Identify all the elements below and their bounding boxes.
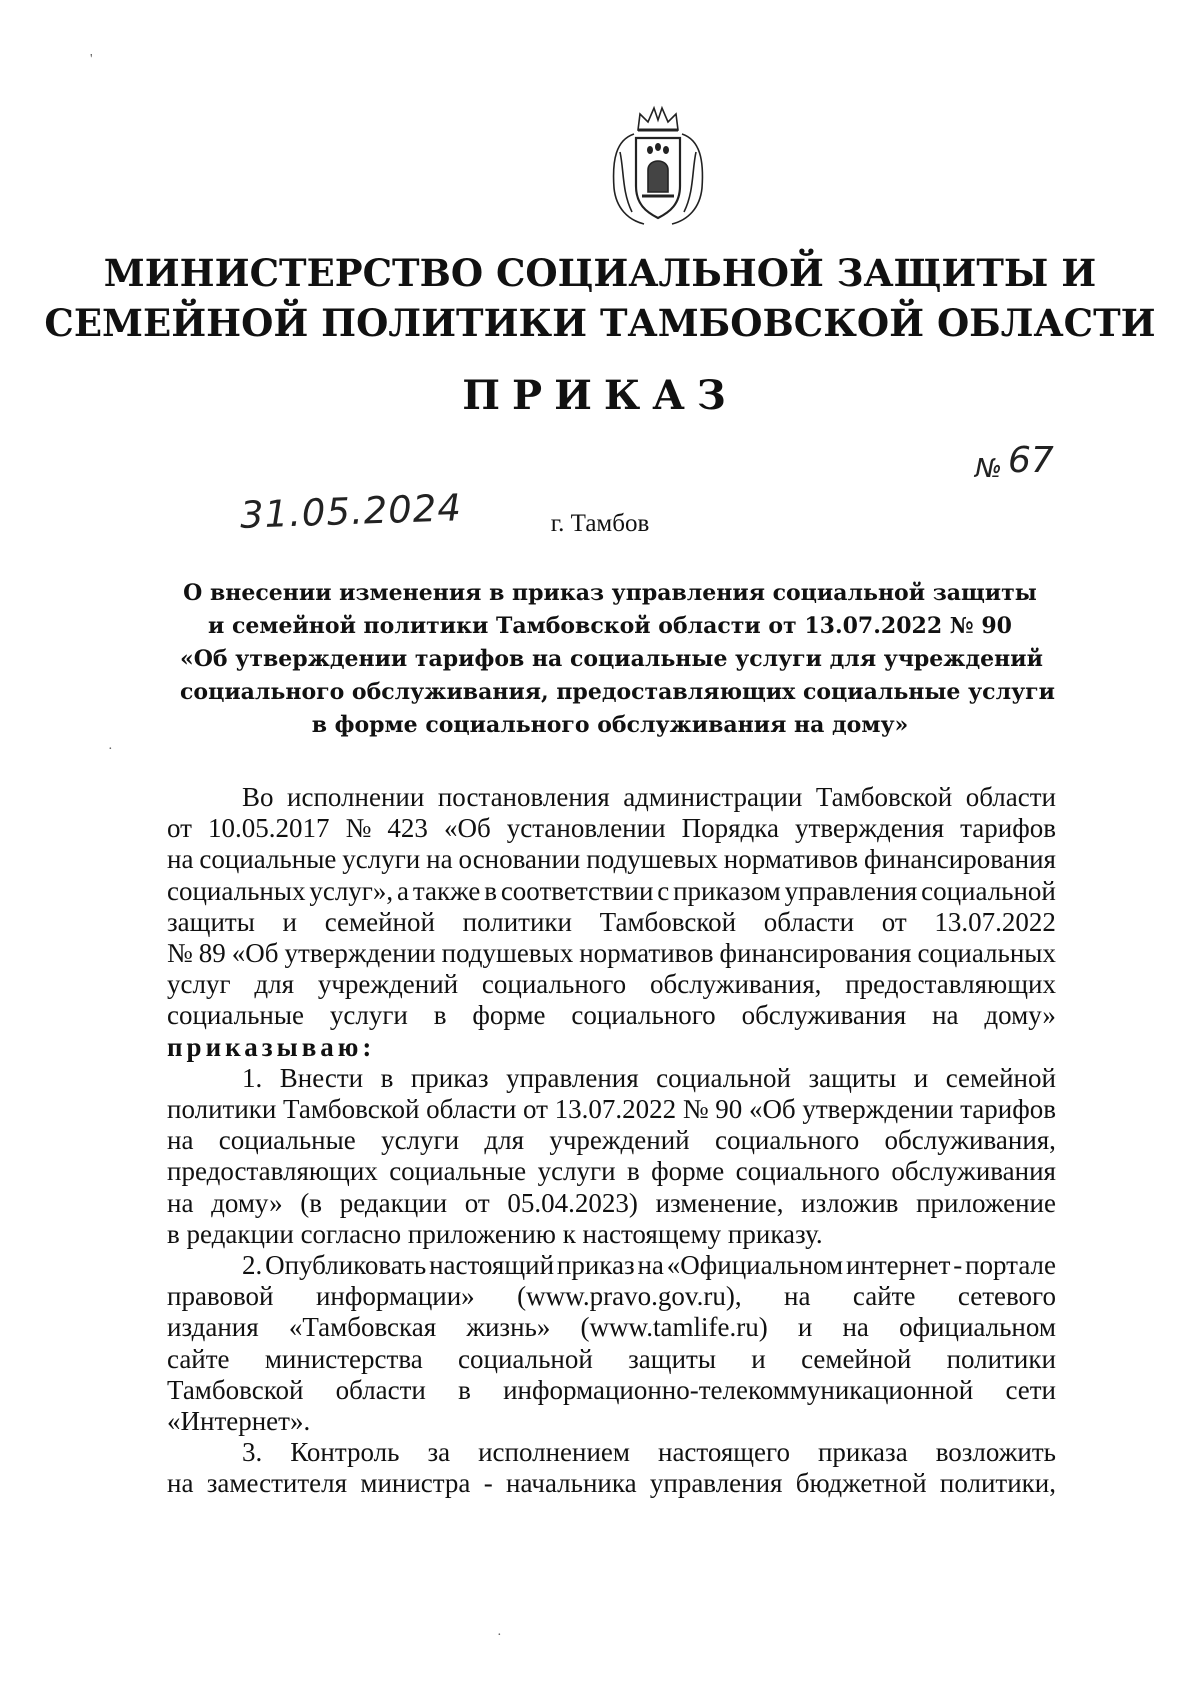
body-word: форме [472,1000,546,1031]
body-line [167,1344,1056,1375]
body-word: услуги [381,1125,460,1156]
city-name: г. Тамбов [550,510,650,537]
body-word: приказ [556,1250,635,1281]
body-word: подушевых [586,844,718,875]
order-body [167,782,1056,1500]
body-word: 89 [198,938,226,969]
body-word: информационно-телекоммуникационной [503,1374,974,1405]
body-word: «Об [443,813,491,844]
body-word: - [483,1468,493,1499]
body-word: 423 [387,813,428,844]
body-word: для [484,1125,525,1156]
body-word: учреждений [317,969,459,1000]
body-line [167,907,1056,938]
order-date-handwritten: 31.05.2024 [239,486,463,537]
body-word: области [763,906,855,937]
body-word: и [797,1312,813,1343]
body-line-text: «Интернет». [167,1406,311,1437]
body-word: в [433,1000,447,1031]
body-line [167,1032,1056,1063]
body-word: в [380,1062,394,1093]
body-word: 1. [242,1062,263,1093]
order-title [180,577,1055,742]
body-word: постановления [437,782,610,812]
body-word: интернет [845,1250,951,1281]
body-word: услуги [342,844,421,875]
body-word: 2. [242,1250,263,1281]
body-word: тарифов [960,813,1056,844]
body-word: редакции [339,1187,448,1218]
body-word: тарифов [960,1094,1056,1125]
body-word: услуги [329,1000,408,1031]
body-word: социальных [167,875,306,906]
body-word: на [842,1312,869,1343]
body-word: политики, [939,1468,1056,1499]
body-word: услуги [537,1156,616,1187]
body-word: управления [506,1062,639,1093]
body-word: изложив [801,1187,899,1218]
body-word: нормативов [723,844,859,875]
body-word: Во [242,782,274,812]
body-line [167,1063,1056,1094]
body-line [167,1094,1056,1125]
body-word: Порядка [681,813,779,844]
body-word: на [167,1187,194,1218]
body-line [167,1406,1056,1437]
body-line [167,813,1056,844]
body-word: исполнении [287,782,425,812]
body-word: политики [946,1343,1056,1374]
body-line [167,1250,1056,1281]
body-word: на [784,1281,811,1312]
body-word: № [682,1094,709,1125]
body-word: и [282,906,297,937]
body-word: с [657,875,670,906]
body-word: социальные [389,1156,527,1187]
body-word: (www.pravo.gov.ru), [517,1281,742,1312]
body-word: защиты [167,906,255,937]
body-word: социальной [458,1343,593,1374]
body-word: 05.04.2023) [507,1187,638,1218]
body-line [167,1219,1056,1250]
body-word: Внести [279,1062,364,1093]
body-word: Тамбовской [599,906,737,937]
body-word: «Об [231,938,279,969]
body-word: официальном [899,1312,1056,1343]
body-word: портале [965,1250,1056,1281]
ministry-name-line-1: МИНИСТЕРСТВО СОЦИАЛЬНОЙ ЗАЩИТЫ И [103,251,1097,295]
body-line [167,782,1056,813]
body-word: администрации [623,782,803,812]
body-word: обслуживания [891,1156,1056,1187]
body-word: семейной [324,906,435,937]
body-word: финансирования [864,844,1056,875]
body-word: начальника [506,1468,637,1499]
body-word: на [167,1468,194,1499]
body-word: (в [300,1187,323,1218]
body-word: социальные [218,1125,356,1156]
body-word: на [167,1125,194,1156]
body-word: дому» [984,1000,1056,1031]
order-directive: приказываю: [167,1031,376,1062]
body-word: министерства [264,1343,423,1374]
body-word: учреждений [549,1125,690,1156]
body-word: на [167,844,194,875]
body-word: обслуживания, [649,969,822,1000]
body-word: Контроль [290,1437,400,1468]
body-word: защиты [628,1343,716,1374]
body-word: в [484,875,497,906]
body-word: приложение [916,1187,1056,1218]
body-line [167,1000,1056,1031]
body-word: социальные [199,844,337,875]
body-word: социального [714,1125,860,1156]
body-word: политики [167,1094,277,1125]
body-line [167,1125,1056,1156]
body-word: предоставляющих [167,1156,378,1187]
body-word: «Тамбовская [288,1312,437,1343]
body-line [167,844,1056,875]
body-word: услуг [167,969,231,1000]
body-word: «Официальном [666,1250,844,1281]
body-word: сети [1005,1374,1056,1405]
body-line [167,969,1056,1000]
body-line [167,1312,1056,1343]
body-word: заместителя [206,1468,348,1499]
body-word: министра [360,1468,471,1499]
body-word: исполнением [478,1437,630,1468]
body-word: подушевых [441,938,574,969]
body-word: семейной [801,1343,912,1374]
body-word: социальных [917,938,1056,969]
document-type: ПРИКАЗ [462,372,738,419]
body-word: «Об [748,1094,796,1125]
body-word: сайте [167,1343,230,1374]
body-word: нормативов [579,938,714,969]
body-word: Опубликовать [265,1250,427,1281]
ministry-name-line-2: СЕМЕЙНОЙ ПОЛИТИКИ ТАМБОВСКОЙ ОБЛАСТИ [44,301,1156,345]
body-word: за [427,1437,451,1468]
body-word: обслуживания, [884,1125,1056,1156]
body-word: социальной [656,1062,791,1093]
body-word: № [167,938,193,969]
body-word: сетевого [957,1281,1056,1312]
body-line [167,1281,1056,1312]
body-word: социального [735,1156,880,1187]
body-word: Тамбовской [815,782,953,812]
body-word: управления [649,1468,783,1499]
body-word: от [167,813,192,844]
body-word: финансирования [719,938,912,969]
body-word: 3. [242,1437,263,1468]
body-word: предоставляющих [845,969,1056,1000]
body-word: 13.07.2022 [554,1094,677,1125]
body-word: в [626,1156,640,1187]
body-word: Тамбовской [167,1374,304,1405]
body-line [167,1375,1056,1406]
body-word: установлении [506,813,666,844]
body-word: социальные [167,1000,304,1031]
order-title-line: «Об утверждении тарифов на социальные услуги для учреждений [180,646,1043,672]
body-word: и [913,1062,929,1093]
body-word: управления [784,875,918,906]
body-word: жизнь» [466,1312,551,1343]
scan-speck: · [497,1628,502,1643]
body-word: издания [167,1312,259,1343]
body-word: социального [481,969,627,1000]
body-word: дому» [211,1187,283,1218]
body-word: и [751,1343,766,1374]
body-word: настоящий [429,1250,555,1281]
scan-speck: ' [90,52,93,67]
body-word: обслуживания [741,1000,907,1031]
body-word: Тамбовской [283,1094,420,1125]
body-word: возложить [935,1437,1056,1468]
body-word: от [464,1187,490,1218]
body-word: социального [571,1000,716,1031]
body-word: бюджетной [795,1468,927,1499]
order-title-line: социального обслуживания, предоставляющих социальные услуги [180,679,1055,705]
body-word: приказом [673,875,781,906]
body-word: на [932,1000,959,1031]
body-word: утверждении [284,938,436,969]
body-word: - [953,1250,963,1281]
body-word: для [254,969,294,1000]
body-word: изменение, [655,1187,784,1218]
body-line [167,1188,1056,1219]
body-word: 13.07.2022 [934,906,1056,937]
body-line [167,1156,1056,1187]
order-title-line: и семейной политики Тамбовской области от 13.07.2022 № 90 [208,613,1012,639]
body-word: социальной [921,875,1056,906]
order-title-line: в форме социального обслуживания на дому» [311,712,909,738]
body-word: утверждения [795,813,945,844]
body-word: от [523,1094,548,1125]
body-word: услуг», [309,875,394,906]
body-word: форме [651,1156,725,1187]
body-word: защиты [808,1062,897,1093]
order-number-handwritten: 67 [1008,440,1054,481]
body-word: утверждении [802,1094,954,1125]
body-word: основании [458,844,581,875]
body-word: правовой [167,1281,274,1312]
body-word: (www.tamlife.ru) [580,1312,768,1343]
body-line [167,938,1056,969]
body-word: а [397,875,409,906]
body-line-text: в редакции согласно приложению к настоящему приказу. [167,1218,823,1249]
body-word: сайте [852,1281,916,1312]
body-word: приказ [410,1062,489,1093]
body-word: семейной [945,1062,1056,1093]
body-word: на [426,844,453,875]
body-word: № [345,813,372,844]
body-line [167,876,1056,907]
body-word: области [426,1094,517,1125]
body-word: политики [462,906,572,937]
ministry-name [0,248,1200,348]
body-word: области [965,782,1056,812]
body-word: также [412,875,481,906]
body-word: на [637,1250,664,1281]
body-word: от [881,906,907,937]
body-word: в [458,1374,471,1405]
body-line [167,1437,1056,1468]
body-word: настоящего [658,1437,790,1468]
body-line [167,1468,1056,1499]
coat-of-arms-emblem [604,100,712,230]
body-word: информации» [315,1281,475,1312]
body-word: области [335,1374,426,1405]
scan-speck: · [108,742,113,757]
body-word: приказа [817,1437,908,1468]
order-title-line: О внесении изменения в приказ управления социальной защиты [183,580,1037,606]
body-word: соответствии [500,875,654,906]
body-word: 90 [715,1094,743,1125]
body-word: 10.05.2017 [208,813,330,844]
order-number-label: № [975,454,1003,484]
